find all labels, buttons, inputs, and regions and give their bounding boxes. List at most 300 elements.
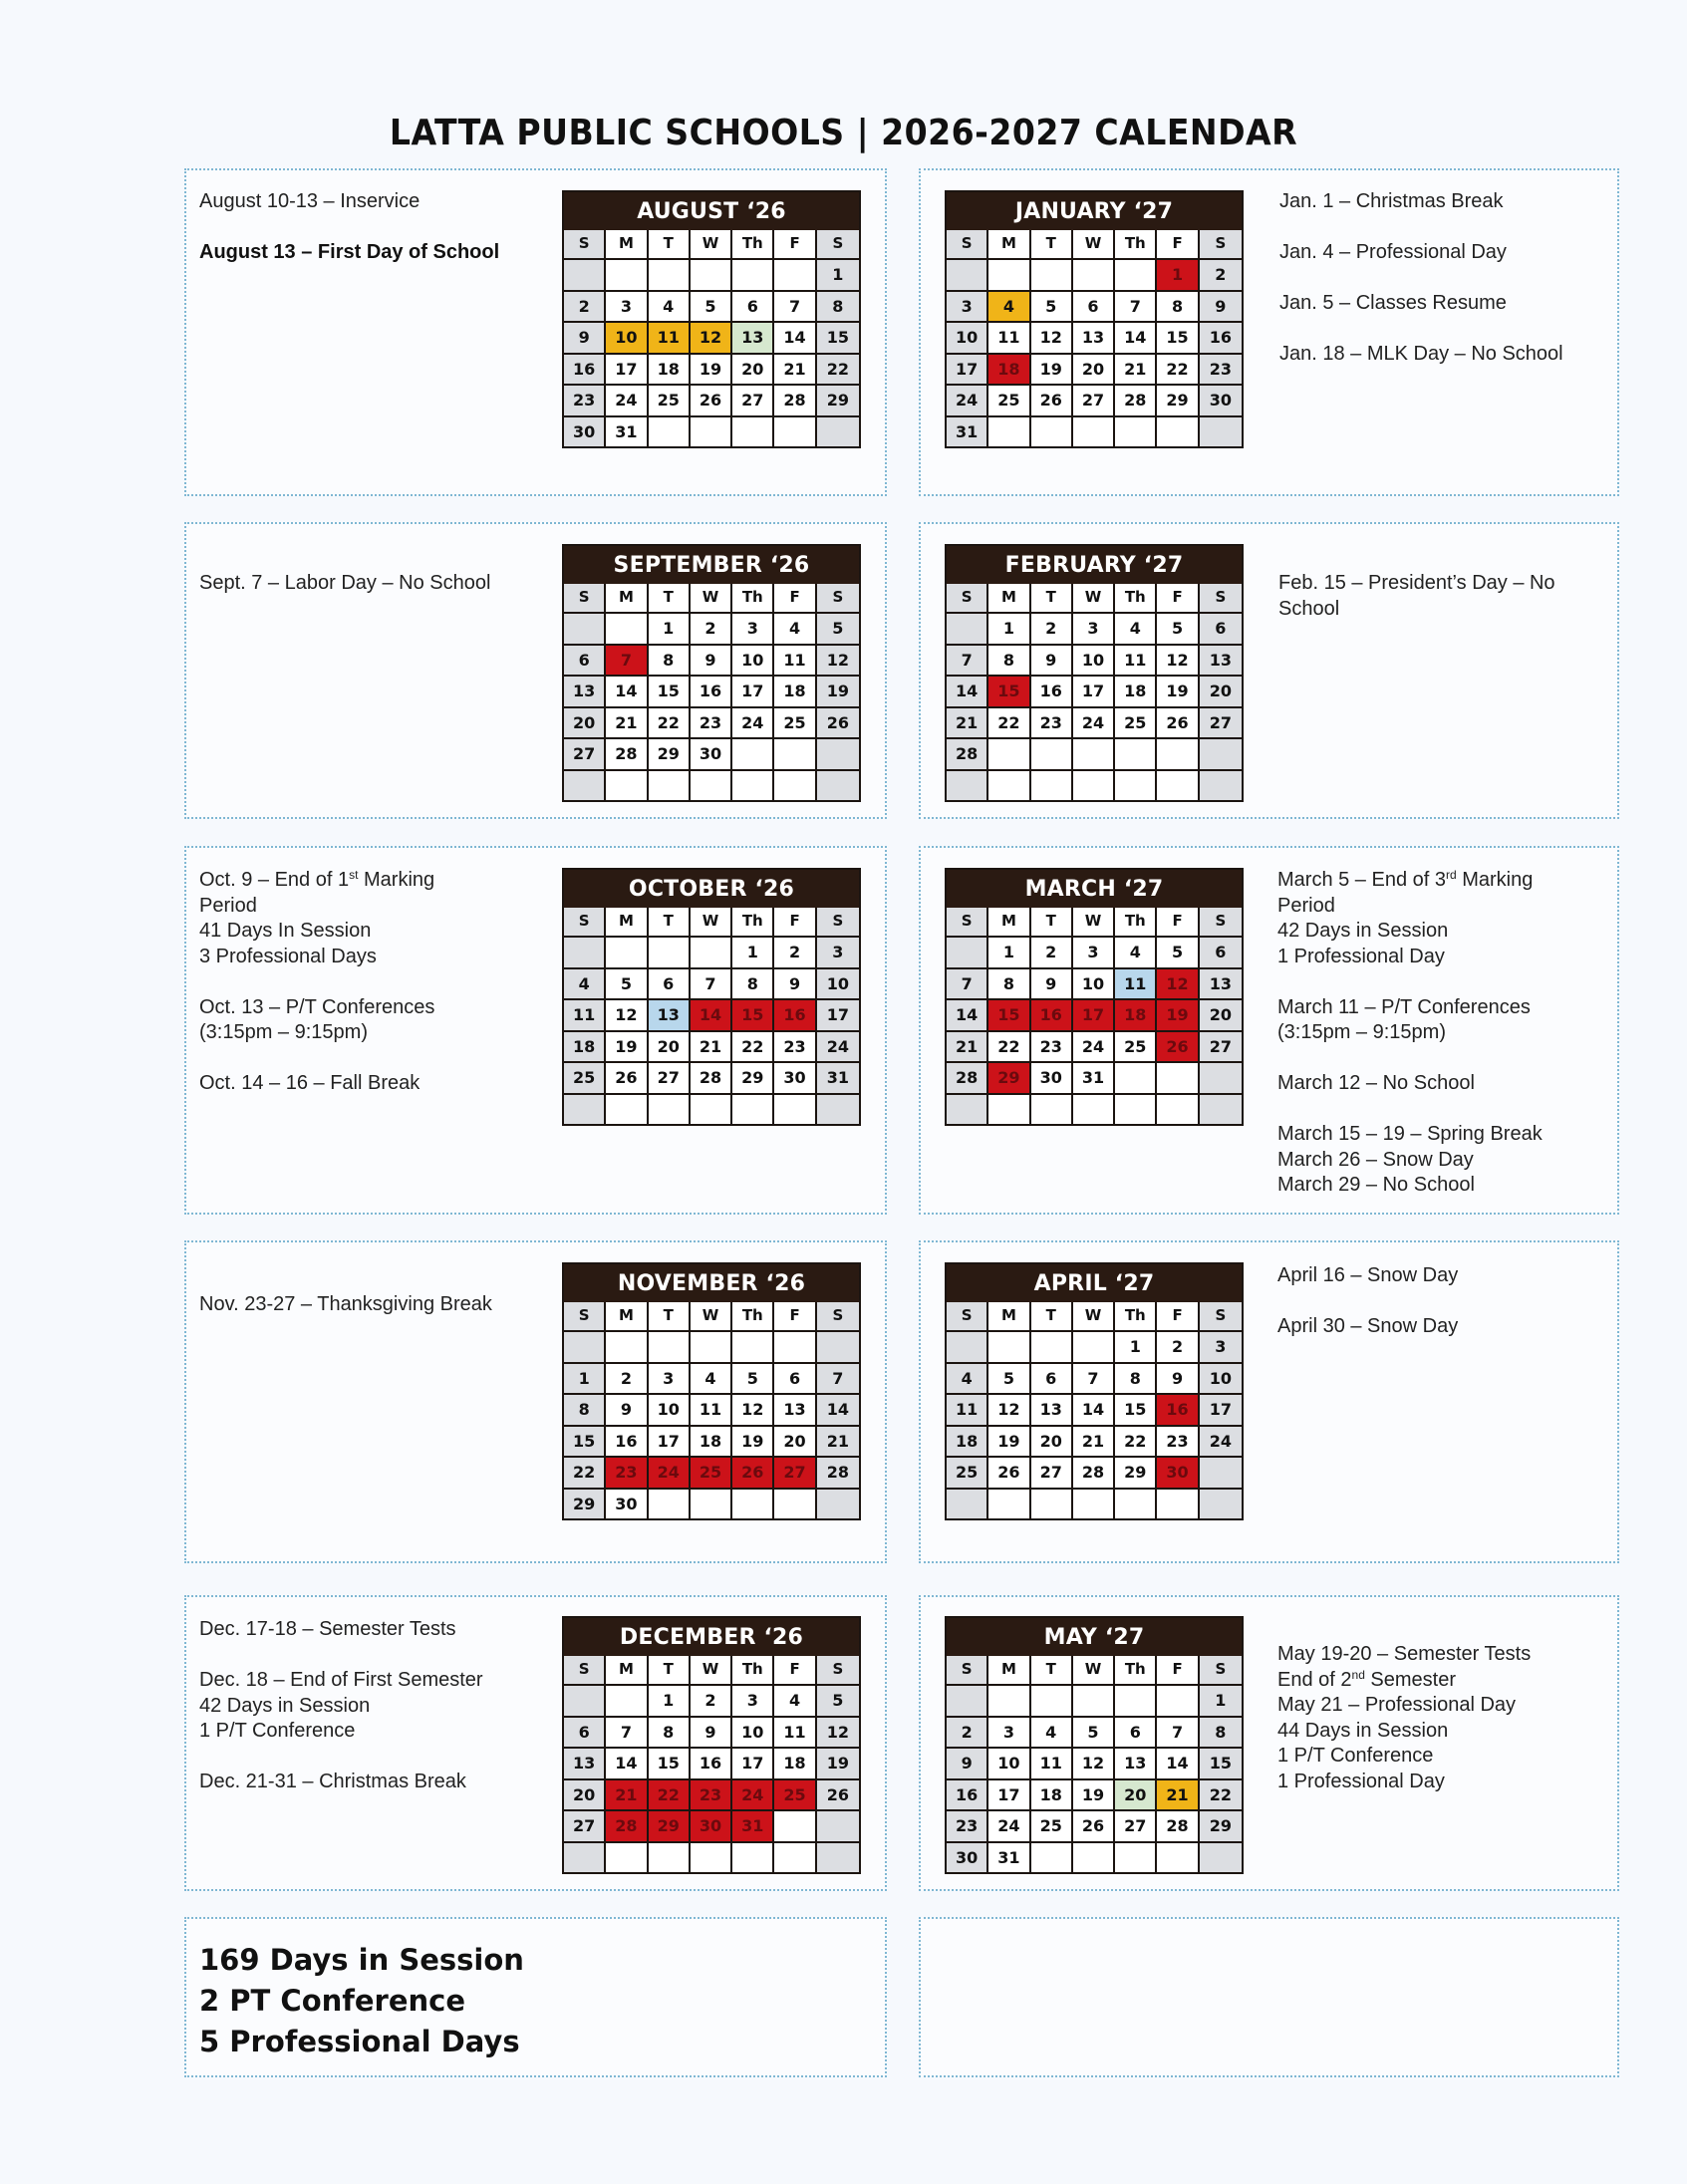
empty-cell [1200, 737, 1242, 769]
empty-cell [732, 1488, 774, 1519]
empty-cell [691, 769, 732, 801]
event-note-text: March 29 – No School [1277, 1174, 1475, 1196]
day-cell: 26 [988, 1456, 1030, 1488]
month-title: OCTOBER ‘26 [564, 870, 859, 908]
day-cell: 21 [606, 706, 648, 738]
day-cell: 25 [564, 1061, 606, 1093]
day-cell: 20 [732, 353, 774, 385]
empty-cell [649, 1330, 691, 1362]
day-cell: 17 [1073, 998, 1115, 1030]
empty-cell [817, 769, 859, 801]
event-note [1277, 1693, 1531, 1719]
day-cell: 6 [1073, 290, 1115, 322]
weekday-header: S [1200, 584, 1242, 612]
spacer [1277, 969, 1543, 995]
event-note [199, 995, 434, 1021]
empty-cell [732, 769, 774, 801]
weekday-header: T [649, 1302, 691, 1330]
weekday-header: Th [1115, 908, 1157, 936]
day-cell: 30 [564, 415, 606, 447]
weekday-header: M [988, 1302, 1030, 1330]
weekday-header: W [1073, 1302, 1115, 1330]
empty-cell [1073, 1488, 1115, 1519]
weekday-header: F [774, 1302, 816, 1330]
day-cell: 28 [947, 737, 988, 769]
day-cell: 27 [1200, 706, 1242, 738]
day-cell: 26 [732, 1456, 774, 1488]
day-cell: 16 [1031, 998, 1073, 1030]
empty-cell [1115, 415, 1157, 447]
day-cell: 10 [606, 321, 648, 353]
weekday-header: S [947, 584, 988, 612]
day-cell: 19 [1031, 353, 1073, 385]
day-cell: 21 [1157, 1778, 1199, 1810]
day-cell: 1 [988, 612, 1030, 644]
day-cell: 21 [947, 706, 988, 738]
day-cell: 8 [1157, 290, 1199, 322]
event-note [1277, 894, 1543, 920]
empty-cell [1200, 415, 1242, 447]
weekday-header: Th [1115, 584, 1157, 612]
event-note-text: 42 Days in Session [199, 1694, 371, 1717]
day-cell: 24 [649, 1456, 691, 1488]
day-cell: 30 [1157, 1456, 1199, 1488]
day-cell: 9 [1031, 967, 1073, 999]
empty-cell [1115, 769, 1157, 801]
day-cell: 5 [691, 290, 732, 322]
day-cell: 11 [774, 1716, 816, 1748]
day-grid [947, 1302, 1242, 1518]
day-cell: 17 [1200, 1393, 1242, 1425]
day-cell: 1 [649, 612, 691, 644]
weekday-header: Th [732, 230, 774, 258]
day-cell: 20 [1200, 675, 1242, 706]
day-cell: 5 [988, 1362, 1030, 1394]
weekday-header: Th [1115, 1302, 1157, 1330]
event-note [1277, 1719, 1531, 1745]
day-cell: 24 [947, 384, 988, 415]
event-note [199, 571, 490, 597]
weekday-header: W [691, 230, 732, 258]
day-cell: 27 [564, 1809, 606, 1841]
calendar-april [945, 1262, 1244, 1520]
day-cell: 7 [1073, 1362, 1115, 1394]
day-cell: 28 [774, 384, 816, 415]
day-cell: 9 [691, 644, 732, 676]
event-note-text: April 30 – Snow Day [1277, 1315, 1459, 1337]
notes-october [199, 868, 434, 1097]
day-cell: 28 [606, 1809, 648, 1841]
total-professional-days: 5 Professional Days [199, 2025, 520, 2058]
empty-cell [774, 258, 816, 290]
day-cell: 20 [1031, 1425, 1073, 1457]
empty-cell [1157, 415, 1199, 447]
empty-cell [1157, 1093, 1199, 1125]
day-cell: 14 [1157, 1747, 1199, 1778]
notes-november [199, 1292, 492, 1318]
day-cell: 30 [947, 1841, 988, 1873]
day-cell: 10 [732, 644, 774, 676]
day-cell: 29 [1115, 1456, 1157, 1488]
day-cell: 11 [1031, 1747, 1073, 1778]
empty-cell [649, 936, 691, 967]
event-note-text: March 11 – P/T Conferences [1277, 995, 1531, 1018]
day-cell: 5 [1157, 612, 1199, 644]
weekday-header: M [606, 230, 648, 258]
day-cell: 7 [947, 967, 988, 999]
day-cell: 1 [1115, 1330, 1157, 1362]
day-cell: 17 [947, 353, 988, 385]
empty-cell [947, 1093, 988, 1125]
day-cell: 27 [1200, 1030, 1242, 1062]
empty-cell [1115, 1093, 1157, 1125]
weekday-header: S [1200, 1656, 1242, 1684]
event-note [1277, 1314, 1458, 1340]
day-cell: 23 [606, 1456, 648, 1488]
weekday-header: Th [732, 1656, 774, 1684]
day-cell: 25 [1115, 706, 1157, 738]
empty-cell [649, 1488, 691, 1519]
day-cell: 16 [1200, 321, 1242, 353]
day-cell: 23 [1031, 1030, 1073, 1062]
day-cell: 10 [1073, 644, 1115, 676]
empty-cell [606, 1684, 648, 1716]
empty-cell [817, 1809, 859, 1841]
day-cell: 30 [691, 737, 732, 769]
weekday-header: W [1073, 230, 1115, 258]
event-note [199, 1668, 483, 1694]
spacer [199, 1643, 483, 1669]
day-cell: 18 [1115, 998, 1157, 1030]
event-note-text: April 16 – Snow Day [1277, 1264, 1459, 1286]
event-note-text: School [1278, 597, 1340, 620]
weekday-header: S [947, 908, 988, 936]
day-cell: 17 [988, 1778, 1030, 1810]
empty-cell [649, 415, 691, 447]
day-cell: 17 [732, 675, 774, 706]
empty-cell [774, 1488, 816, 1519]
month-title: NOVEMBER ‘26 [564, 1264, 859, 1302]
empty-cell [732, 1093, 774, 1125]
empty-cell [1115, 737, 1157, 769]
day-cell: 10 [649, 1393, 691, 1425]
day-cell: 21 [1073, 1425, 1115, 1457]
empty-cell [988, 769, 1030, 801]
day-cell: 4 [1031, 1716, 1073, 1748]
day-cell: 31 [817, 1061, 859, 1093]
day-cell: 17 [1073, 675, 1115, 706]
event-note [199, 945, 434, 970]
day-cell: 8 [988, 967, 1030, 999]
day-cell: 21 [947, 1030, 988, 1062]
empty-cell [1031, 1330, 1073, 1362]
empty-cell [606, 936, 648, 967]
day-cell: 27 [774, 1456, 816, 1488]
day-cell: 30 [1031, 1061, 1073, 1093]
empty-cell [691, 1841, 732, 1873]
day-cell: 14 [691, 998, 732, 1030]
empty-cell [988, 1330, 1030, 1362]
day-cell: 25 [691, 1456, 732, 1488]
day-cell: 13 [1200, 967, 1242, 999]
event-note-text: 42 Days in Session [1277, 920, 1449, 942]
day-cell: 27 [1031, 1456, 1073, 1488]
day-cell: 21 [1115, 353, 1157, 385]
day-cell: 15 [988, 675, 1030, 706]
weekday-header: S [564, 1302, 606, 1330]
event-note-text: 1 Professional Day [1277, 945, 1445, 967]
empty-cell [732, 258, 774, 290]
day-cell: 11 [988, 321, 1030, 353]
day-cell: 16 [1031, 675, 1073, 706]
day-cell: 4 [691, 1362, 732, 1394]
weekday-header: T [1031, 230, 1073, 258]
day-cell: 13 [564, 675, 606, 706]
empty-cell [817, 737, 859, 769]
month-title: MARCH ‘27 [947, 870, 1242, 908]
empty-cell [1073, 769, 1115, 801]
notes-march [1277, 868, 1543, 1199]
day-grid [564, 908, 859, 1124]
day-cell: 18 [774, 1747, 816, 1778]
empty-cell [1157, 769, 1199, 801]
day-cell: 22 [817, 353, 859, 385]
day-cell: 15 [649, 1747, 691, 1778]
day-cell: 13 [564, 1747, 606, 1778]
day-cell: 20 [1200, 998, 1242, 1030]
event-note-text: Marking [1456, 869, 1534, 891]
day-cell: 13 [774, 1393, 816, 1425]
day-cell: 4 [564, 967, 606, 999]
spacer [1277, 1289, 1458, 1315]
weekday-header: S [817, 908, 859, 936]
calendar-december [562, 1616, 861, 1874]
empty-cell [1200, 1841, 1242, 1873]
day-cell: 1 [988, 936, 1030, 967]
day-cell: 20 [774, 1425, 816, 1457]
day-cell: 30 [606, 1488, 648, 1519]
event-note-text: May 19-20 – Semester Tests [1277, 1643, 1532, 1665]
empty-cell [1073, 1093, 1115, 1125]
day-cell: 5 [817, 612, 859, 644]
empty-cell [691, 1488, 732, 1519]
day-cell: 29 [649, 1809, 691, 1841]
event-note-text: Oct. 13 – P/T Conferences [199, 995, 435, 1018]
empty-cell [1073, 737, 1115, 769]
spacer [199, 969, 434, 995]
empty-cell [817, 1488, 859, 1519]
weekday-header: T [1031, 1656, 1073, 1684]
day-cell: 4 [947, 1362, 988, 1394]
event-note [1277, 1071, 1543, 1097]
day-cell: 30 [691, 1809, 732, 1841]
day-cell: 29 [732, 1061, 774, 1093]
day-cell: 16 [564, 353, 606, 385]
day-cell: 31 [606, 415, 648, 447]
weekday-header: Th [1115, 1656, 1157, 1684]
event-note [1277, 1744, 1531, 1770]
day-cell: 22 [564, 1456, 606, 1488]
day-cell: 9 [691, 1716, 732, 1748]
day-cell: 31 [988, 1841, 1030, 1873]
day-cell: 19 [988, 1425, 1030, 1457]
event-note [199, 1719, 483, 1745]
empty-cell [1157, 1841, 1199, 1873]
weekday-header: T [649, 230, 691, 258]
spacer [1279, 317, 1563, 343]
day-cell: 24 [817, 1030, 859, 1062]
day-cell: 17 [606, 353, 648, 385]
empty-cell [1115, 1684, 1157, 1716]
event-note [1277, 1122, 1543, 1148]
day-cell: 10 [988, 1747, 1030, 1778]
day-cell: 20 [564, 1778, 606, 1810]
day-cell: 9 [606, 1393, 648, 1425]
empty-cell [1115, 258, 1157, 290]
weekday-header: F [1157, 584, 1199, 612]
day-cell: 26 [691, 384, 732, 415]
event-note-text: March 15 – 19 – Spring Break [1277, 1123, 1543, 1145]
day-cell: 29 [649, 737, 691, 769]
empty-cell [564, 1684, 606, 1716]
calendar-march [945, 868, 1244, 1126]
empty-cell [1157, 1488, 1199, 1519]
day-cell: 11 [774, 644, 816, 676]
weekday-header: M [606, 584, 648, 612]
day-cell: 27 [1073, 384, 1115, 415]
event-note [1277, 1263, 1458, 1289]
empty-cell [1157, 737, 1199, 769]
empty-cell [988, 737, 1030, 769]
day-cell: 19 [1157, 998, 1199, 1030]
day-cell: 15 [649, 675, 691, 706]
weekday-header: Th [732, 1302, 774, 1330]
day-cell: 9 [947, 1747, 988, 1778]
day-cell: 27 [649, 1061, 691, 1093]
day-cell: 28 [817, 1456, 859, 1488]
day-cell: 18 [691, 1425, 732, 1457]
day-cell: 11 [564, 998, 606, 1030]
spacer [1277, 1046, 1543, 1072]
empty-cell [1073, 1684, 1115, 1716]
month-title: MAY ‘27 [947, 1618, 1242, 1656]
empty-cell [606, 1841, 648, 1873]
day-cell: 10 [1073, 967, 1115, 999]
day-cell: 18 [988, 353, 1030, 385]
day-cell: 2 [691, 612, 732, 644]
event-note-text: Dec. 18 – End of First Semester [199, 1669, 483, 1691]
day-cell: 1 [1157, 258, 1199, 290]
day-cell: 16 [1157, 1393, 1199, 1425]
day-cell: 4 [1115, 936, 1157, 967]
spacer [1279, 215, 1563, 241]
empty-cell [649, 1093, 691, 1125]
day-cell: 2 [1031, 936, 1073, 967]
event-note [1277, 1148, 1543, 1174]
day-cell: 12 [732, 1393, 774, 1425]
day-cell: 14 [606, 675, 648, 706]
day-cell: 29 [1157, 384, 1199, 415]
event-note [199, 868, 434, 894]
day-cell: 16 [774, 998, 816, 1030]
day-cell: 31 [732, 1809, 774, 1841]
empty-cell [774, 1093, 816, 1125]
day-cell: 19 [1157, 675, 1199, 706]
event-note-text: August 10-13 – Inservice [199, 190, 421, 212]
empty-cell [1073, 415, 1115, 447]
day-cell: 10 [817, 967, 859, 999]
day-cell: 29 [1200, 1809, 1242, 1841]
day-cell: 16 [691, 1747, 732, 1778]
day-cell: 12 [606, 998, 648, 1030]
day-cell: 17 [817, 998, 859, 1030]
day-cell: 27 [732, 384, 774, 415]
day-cell: 22 [649, 1778, 691, 1810]
empty-cell [774, 415, 816, 447]
weekday-header: S [817, 230, 859, 258]
day-cell: 9 [1200, 290, 1242, 322]
day-grid [564, 584, 859, 800]
day-cell: 18 [947, 1425, 988, 1457]
day-cell: 13 [1115, 1747, 1157, 1778]
empty-cell [564, 1841, 606, 1873]
day-cell: 13 [1200, 644, 1242, 676]
day-cell: 29 [564, 1488, 606, 1519]
day-cell: 2 [606, 1362, 648, 1394]
event-note-text: Semester [1364, 1668, 1457, 1691]
event-note-text: 1 Professional Day [1277, 1770, 1445, 1792]
day-cell: 9 [774, 967, 816, 999]
event-note-text: Dec. 21-31 – Christmas Break [199, 1771, 466, 1792]
empty-cell [732, 1841, 774, 1873]
notes-december [199, 1617, 483, 1795]
day-cell: 26 [1073, 1809, 1115, 1841]
ordinal-suffix: nd [1351, 1667, 1365, 1682]
empty-cell [1031, 1684, 1073, 1716]
day-cell: 21 [606, 1778, 648, 1810]
day-cell: 4 [774, 612, 816, 644]
empty-cell [1200, 1488, 1242, 1519]
day-cell: 12 [988, 1393, 1030, 1425]
day-cell: 2 [774, 936, 816, 967]
day-cell: 14 [1073, 1393, 1115, 1425]
calendar-november [562, 1262, 861, 1520]
event-note [1278, 597, 1555, 623]
event-note-text: Oct. 9 – End of 1 [199, 869, 350, 891]
day-cell: 26 [1157, 1030, 1199, 1062]
event-note-text: 44 Days in Session [1277, 1719, 1449, 1742]
weekday-header: W [691, 1302, 732, 1330]
empty-cell [606, 769, 648, 801]
event-note-text: (3:15pm – 9:15pm) [1277, 1021, 1446, 1043]
day-cell: 1 [1200, 1684, 1242, 1716]
day-cell: 23 [1157, 1425, 1199, 1457]
weekday-header: M [988, 908, 1030, 936]
day-cell: 27 [564, 737, 606, 769]
ordinal-suffix: st [349, 868, 359, 882]
day-cell: 20 [564, 706, 606, 738]
event-note-text: Sept. 7 – Labor Day – No School [199, 572, 491, 594]
day-cell: 22 [988, 1030, 1030, 1062]
day-cell: 26 [1031, 384, 1073, 415]
day-cell: 22 [988, 706, 1030, 738]
weekday-header: F [1157, 1302, 1199, 1330]
empty-cell [649, 769, 691, 801]
day-cell: 9 [1031, 644, 1073, 676]
day-cell: 17 [732, 1747, 774, 1778]
event-note-text: Jan. 5 – Classes Resume [1279, 292, 1507, 314]
calendar-february [945, 544, 1244, 802]
